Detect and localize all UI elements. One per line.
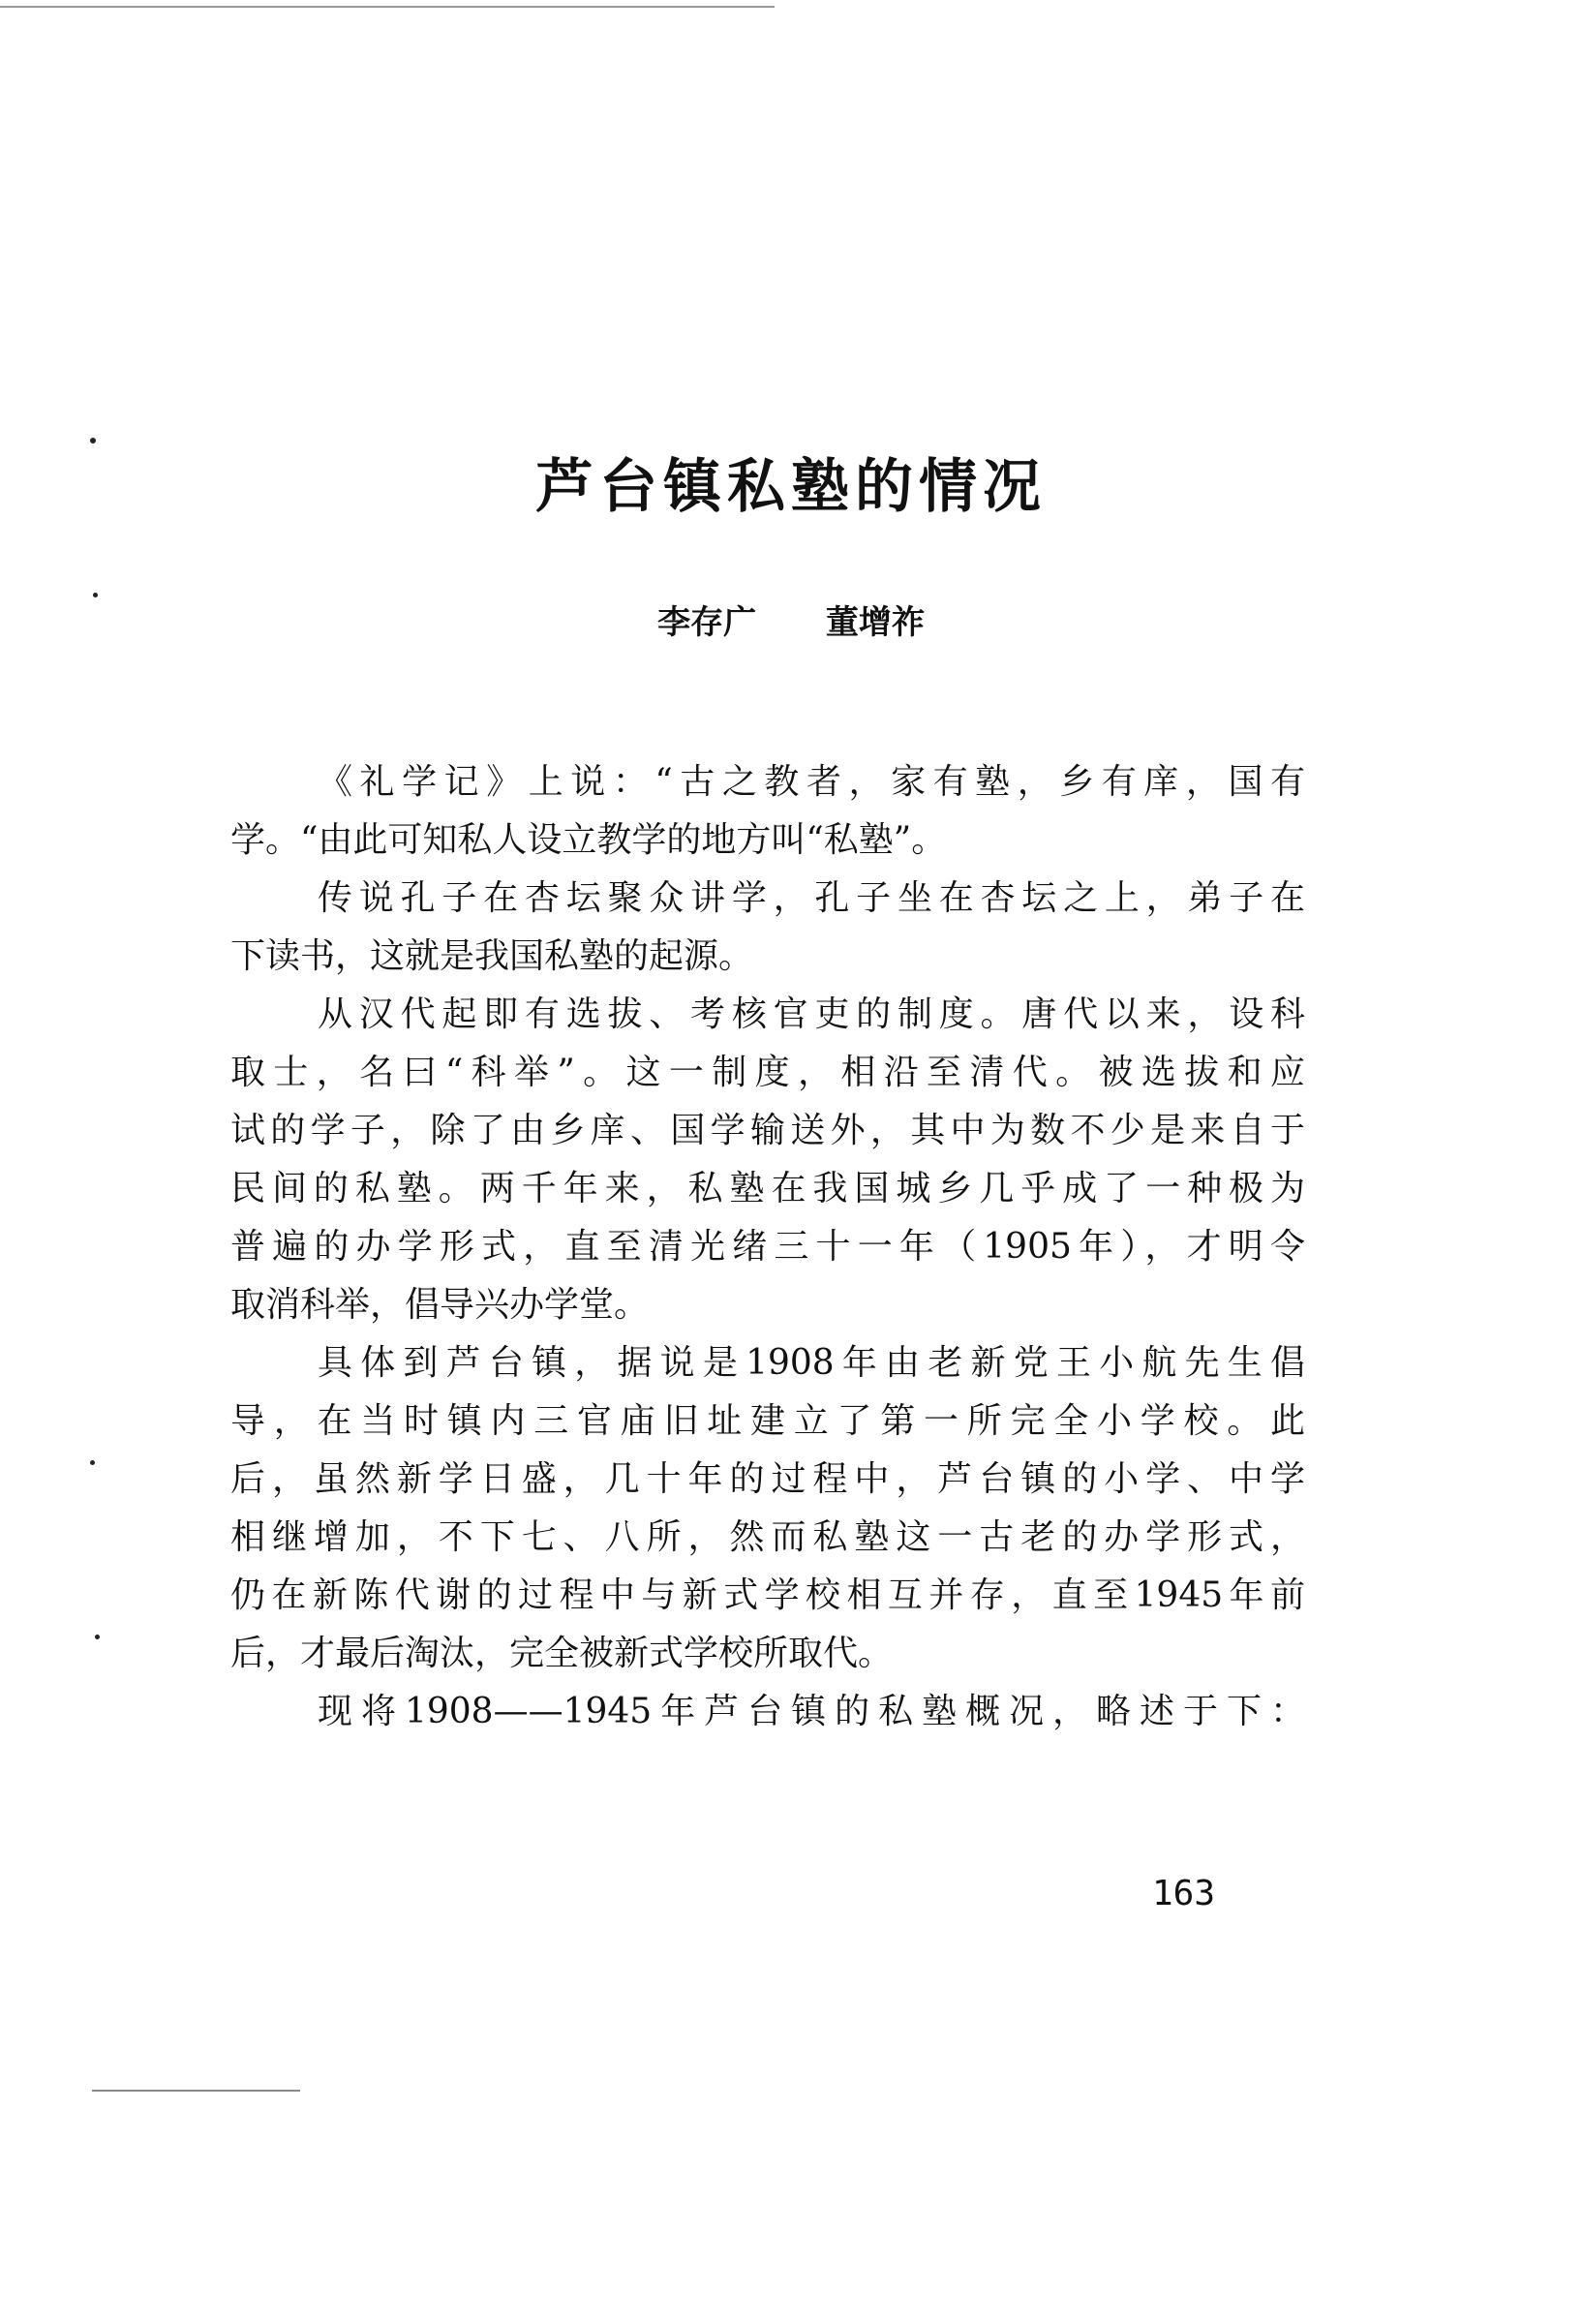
text-line: 后，虽然新学日盛，几十年的过程中，芦台镇的小学、中学 <box>230 1459 1305 1499</box>
text-line: 学。“由此可知私人设立教学的地方叫“私塾”。 <box>230 820 947 860</box>
text-line: 取士，名曰“科举”。这一制度，相沿至清代。被选拔和应 <box>230 1053 1305 1092</box>
text-line: 传说孔子在杏坛聚众讲学，孔子坐在杏坛之上，弟子在 <box>318 878 1305 918</box>
top-scan-rule <box>0 6 775 8</box>
text-line: 具体到芦台镇，据说是1908年由老新党王小航先生倡 <box>318 1343 1305 1383</box>
text-line: 现将1908——1945年芦台镇的私塾概况，略述于下： <box>318 1692 1305 1731</box>
scan-speck <box>90 1460 95 1465</box>
text-line: 民间的私塾。两千年来，私塾在我国城乡几乎成了一种极为 <box>230 1169 1305 1208</box>
text-line: 普遍的办学形式，直至清光绪三十一年（1905年），才明令 <box>230 1227 1305 1267</box>
text-line: 导，在当时镇内三官庙旧址建立了第一所完全小学校。此 <box>230 1401 1305 1441</box>
text-line: 仍在新陈代谢的过程中与新式学校相互并存，直至1945年前 <box>230 1575 1305 1615</box>
text-line: 试的学子，除了由乡庠、国学输送外，其中为数不少是来自于 <box>230 1111 1305 1150</box>
text-line: 相继增加，不下七、八所，然而私塾这一古老的办学形式， <box>230 1517 1305 1557</box>
text-line: 后，才最后淘汰，完全被新式学校所取代。 <box>230 1634 894 1673</box>
authors <box>0 596 1582 643</box>
text-line: 《礼学记》上说：“古之教者，家有塾，乡有庠，国有 <box>318 762 1305 802</box>
scan-speck <box>95 1635 100 1639</box>
text-line: 取消科举，倡导兴办学堂。 <box>230 1285 650 1325</box>
text-line: 下读书，这就是我国私塾的起源。 <box>230 936 754 976</box>
author-name: 李存广 <box>657 603 757 642</box>
page-title: 芦台镇私塾的情况 <box>535 453 1047 521</box>
page-number: 163 <box>1152 1874 1216 1913</box>
text-line: 从汉代起即有选拔、考核官吏的制度。唐代以来，设科 <box>318 994 1305 1034</box>
article-body <box>230 753 1305 1741</box>
author-name: 董增祚 <box>825 603 925 642</box>
bottom-scan-rule <box>92 2090 300 2092</box>
